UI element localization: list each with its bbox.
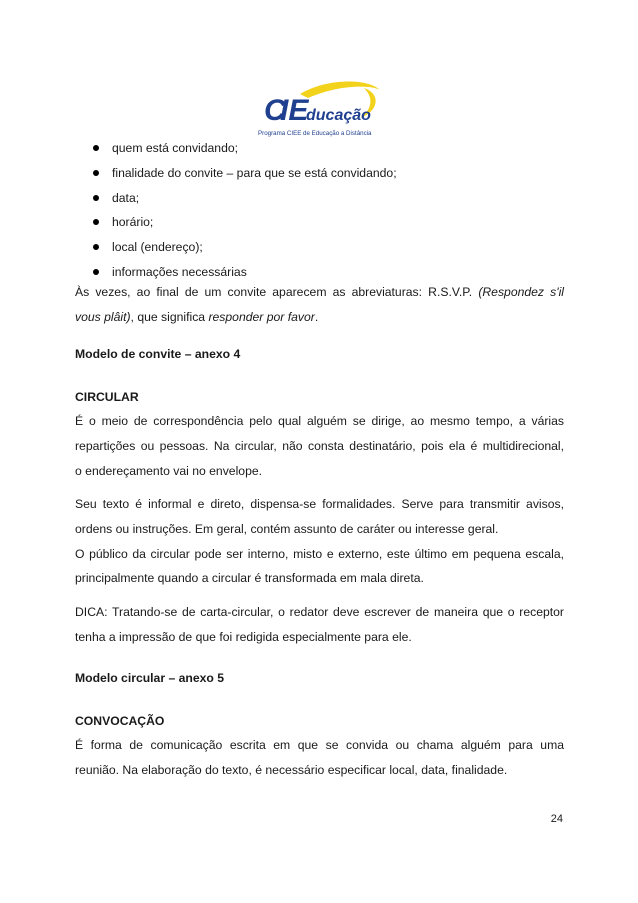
bullet-icon bbox=[93, 219, 99, 225]
ciee-educacao-logo bbox=[256, 80, 386, 135]
list-item: local (endereço); bbox=[75, 235, 397, 260]
bullet-icon bbox=[93, 244, 99, 250]
convocacao-title: CONVOCAÇÃO bbox=[75, 714, 165, 728]
convocacao-paragraph: É forma de comunicação escrita em que se convida ou chama alguém para uma reunião. Na elaboração do texto, é necessário especificar local, data, finalidade. bbox=[75, 738, 564, 777]
svg-text:IE: IE bbox=[280, 94, 309, 127]
bullet-icon bbox=[93, 195, 99, 201]
circular-paragraph-2: Seu texto é informal e direto, dispensa-se formalidades. Serve para transmitir avisos, ordens ou instruções. Em geral, contém assunto de caráter ou interesse geral. O público da circular pode ser interno, misto e externo, este último em pequena escala, principalmente quando a circular é transformada em mala direta. bbox=[75, 497, 564, 586]
svg-text:ducação: ducação bbox=[306, 107, 371, 124]
list-item: finalidade do convite – para que se está convidando; bbox=[75, 161, 397, 186]
list-item: quem está convidando; bbox=[75, 136, 397, 161]
bullet-icon bbox=[93, 145, 99, 151]
invite-items-list bbox=[75, 136, 397, 285]
list-item: data; bbox=[75, 186, 397, 211]
logo-tagline: Programa CIEE de Educação a Distância bbox=[258, 130, 372, 137]
modelo-convite-heading: Modelo de convite – anexo 4 bbox=[75, 347, 241, 361]
circular-title: CIRCULAR bbox=[75, 390, 139, 404]
modelo-circular-heading: Modelo circular – anexo 5 bbox=[75, 671, 225, 685]
rsvp-paragraph: Às vezes, ao final de um convite aparecem as abreviaturas: R.S.V.P. (Respondez s'il vous plâit), que significa responder por favor. bbox=[75, 285, 564, 324]
circular-paragraph-1: É o meio de correspondência pelo qual alguém se dirige, ao mesmo tempo, a várias repartições ou pessoas. Na circular, não consta destinatário, pois ela é multidirecional, o endereçamento vai no envelope. bbox=[75, 414, 564, 478]
svg-text:C: C bbox=[264, 94, 286, 127]
list-item: horário; bbox=[75, 210, 397, 235]
dica-paragraph: DICA: Tratando-se de carta-circular, o redator deve escrever de maneira que o receptor tenha a impressão de que foi redigida especialmente para ele. bbox=[75, 605, 564, 644]
page-number: 24 bbox=[550, 813, 563, 825]
list-item: informações necessárias bbox=[75, 260, 397, 285]
bullet-icon bbox=[93, 170, 99, 176]
bullet-icon bbox=[93, 269, 99, 275]
